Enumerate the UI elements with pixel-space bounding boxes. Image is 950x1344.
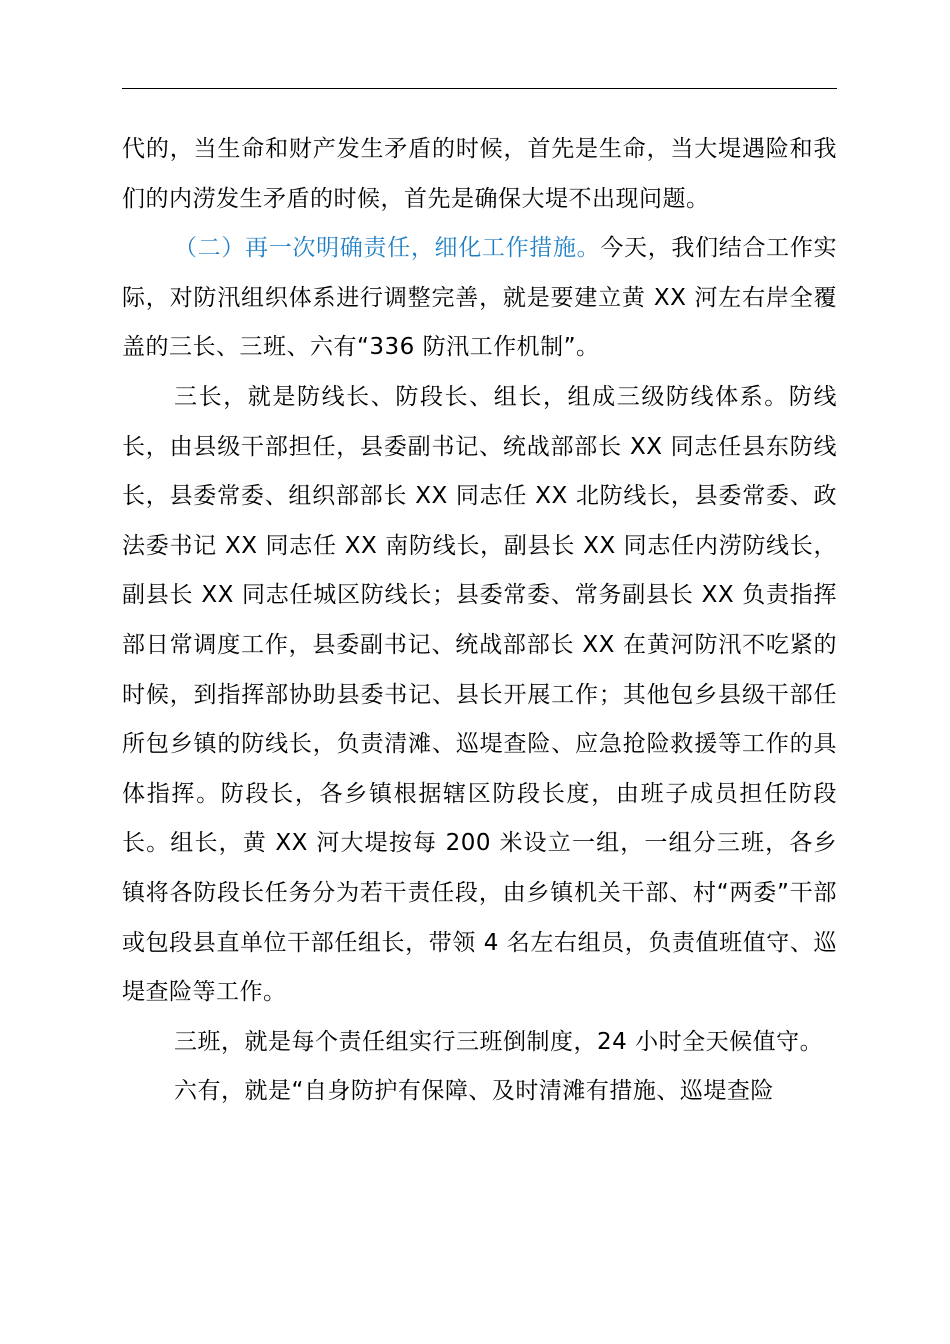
paragraph-three-chiefs: 三长，就是防线长、防段长、组长，组成三级防线体系。防线长，由县级干部担任，县委副书记、统战部部长 XX 同志任县东防线长，县委常委、组织部部长 XX 同志任 XX 北防线长，县委常委、政法委书记 XX 同志任 XX 南防线长，副县长 XX 同志任内涝防线长，副县长 XX 同志任城区防线长；县委常委、常务副县长 XX 负责指挥部日常调度工作，县委副书记、统战部部长 XX 在黄河防汛不吃紧的时候，到指挥部协助县委书记、县长开展工作；其他包乡县级干部任所包乡镇的防线长，负责清滩、巡堤查险、应急抢险救援等工作的具体指挥。防段长，各乡镇根据辖区防段长度，由班子成员担任防段长。组长，黄 XX 河大堤按每 200 米设立一组，一组分三班，各乡镇将各防段长任务分为若干责任段，由乡镇机关干部、村“两委”干部或包段县直单位干部任组长，带领 4 名左右组员，负责值班值守、巡堤查险等工作。 <box>122 383 837 1006</box>
paragraph-three-shifts: 三班，就是每个责任组实行三班倒制度，24 小时全天候值守。 <box>174 1028 824 1055</box>
section-heading: （二）再一次明确责任，细化工作措施。 <box>174 235 601 262</box>
section-heading-body: 今天，我们结合工作实际，对防汛组织体系进行调整完善，就是要建立黄 XX 河左右岸全覆盖的三长、三班、六有“336 防汛工作机制”。 <box>122 235 838 361</box>
document-body <box>122 125 837 1117</box>
header-rule <box>122 88 837 89</box>
paragraph-section-two <box>122 224 837 373</box>
paragraph-continuation: 代的，当生命和财产发生矛盾的时候，首先是生命，当大堤遇险和我们的内涝发生矛盾的时候，首先是确保大堤不出现问题。 <box>122 136 837 212</box>
paragraph-six-haves: 六有，就是“自身防护有保障、及时清滩有措施、巡堤查险 <box>174 1078 774 1105</box>
